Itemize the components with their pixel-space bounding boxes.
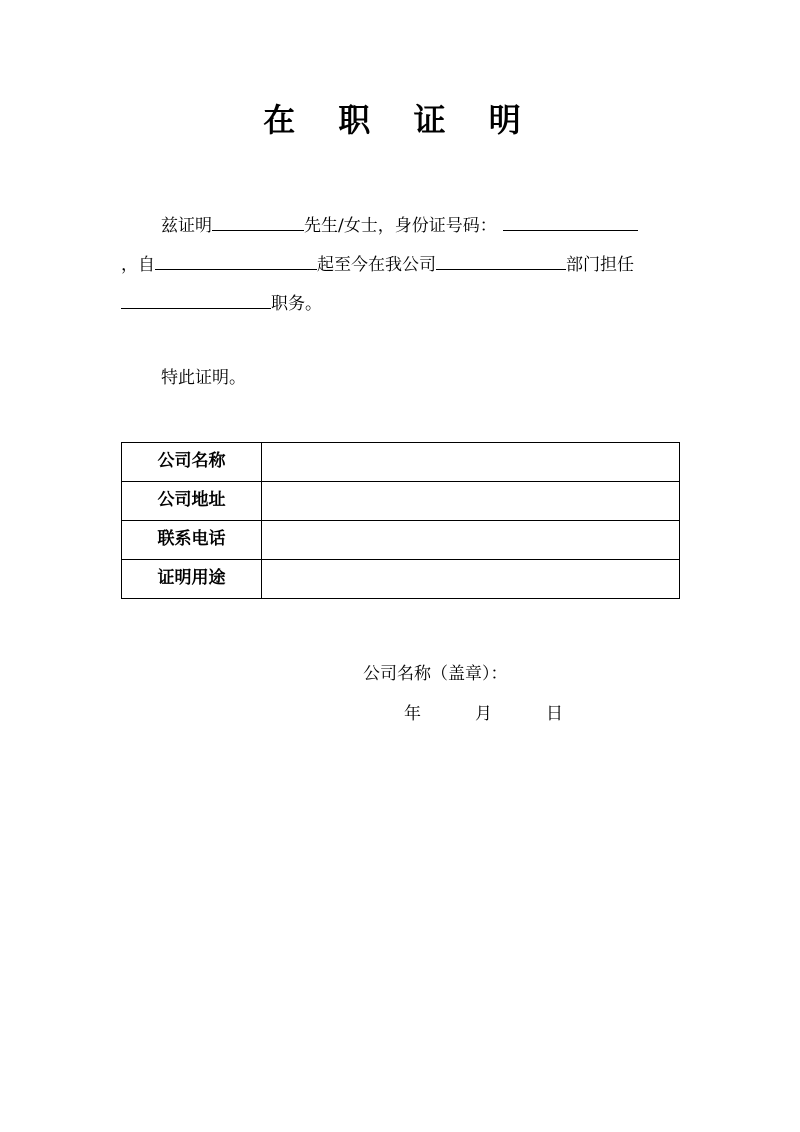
department-suffix-text: 部门担任 — [566, 255, 634, 275]
position-blank[interactable] — [121, 288, 271, 309]
certificate-purpose-value[interactable] — [262, 560, 680, 599]
since-prefix-text: ，自 — [121, 255, 155, 275]
paragraph-line-3 — [121, 288, 322, 316]
company-stamp-label: 公司名称（盖章）： — [363, 664, 508, 684]
month-label: 月 — [475, 704, 492, 724]
title-id-text: 先生/女士，身份证号码： — [304, 216, 497, 236]
paragraph-line-2 — [121, 249, 634, 277]
company-name-label: 公司名称 — [122, 443, 262, 482]
certificate-purpose-label: 证明用途 — [122, 560, 262, 599]
year-label: 年 — [404, 704, 421, 724]
contact-phone-label: 联系电话 — [122, 521, 262, 560]
table-row — [122, 560, 680, 599]
certify-prefix-text: 兹证明 — [161, 216, 212, 236]
table-row — [122, 443, 680, 482]
document-title: 在 职 证 明 — [263, 101, 537, 139]
position-suffix-text: 职务。 — [271, 294, 322, 314]
company-employment-text: 起至今在我公司 — [317, 255, 436, 275]
company-name-value[interactable] — [262, 443, 680, 482]
company-address-value[interactable] — [262, 482, 680, 521]
company-address-label: 公司地址 — [122, 482, 262, 521]
table-row — [122, 482, 680, 521]
closing-text: 特此证明。 — [161, 368, 246, 388]
department-blank[interactable] — [436, 249, 566, 270]
paragraph-line-1 — [161, 210, 638, 238]
id-number-blank[interactable] — [503, 210, 638, 231]
table-row — [122, 521, 680, 560]
employee-name-blank[interactable] — [212, 210, 304, 231]
day-label: 日 — [546, 704, 563, 724]
company-info-table — [121, 442, 680, 599]
start-date-blank[interactable] — [155, 249, 317, 270]
contact-phone-value[interactable] — [262, 521, 680, 560]
